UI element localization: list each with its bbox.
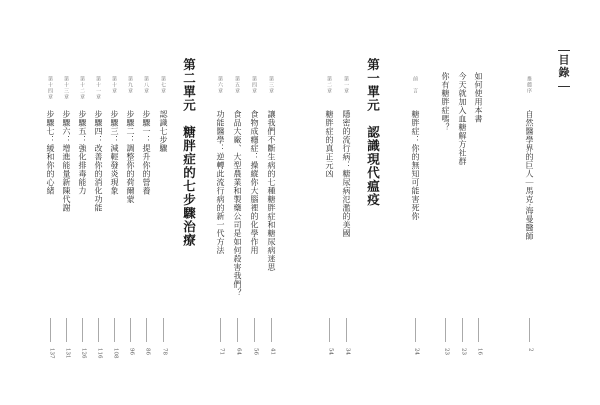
toc-title-rule-top — [558, 50, 570, 51]
chapter-leader — [98, 318, 99, 342]
front-leader — [529, 318, 530, 342]
chapter-leader — [163, 318, 164, 342]
chapter-label: 第一章 — [343, 76, 349, 94]
chapter-leader — [130, 318, 131, 342]
chapter-title: 糖胖症的真正元凶 — [325, 110, 334, 178]
front-label: 前 言 — [412, 76, 418, 94]
chapter-leader — [66, 318, 67, 342]
chapter-label: 第三章 — [268, 76, 274, 94]
chapter-label: 第十四章 — [47, 76, 53, 100]
chapter-label: 第九章 — [127, 76, 133, 94]
chapter-title: 步驟一：提升你的營養 — [142, 110, 151, 195]
chapter-title: 步驟六：增進能量新陳代謝 — [62, 110, 71, 212]
chapter-page: 64 — [235, 348, 242, 355]
chapter-page: 137 — [48, 348, 55, 359]
unit2-title: 第二單元 糖胖症的七步驟治療 — [181, 58, 197, 247]
chapter-label: 第十二章 — [79, 76, 85, 100]
chapter-label: 第五章 — [234, 76, 240, 94]
front-text: 今天就加入血糖解方社群 — [458, 72, 467, 166]
chapter-page: 116 — [96, 348, 103, 359]
front-page: 16 — [476, 348, 483, 355]
chapter-title: 認識七步驟 — [159, 110, 168, 153]
front-label: 推薦序 — [526, 76, 532, 94]
chapter-leader — [50, 318, 51, 342]
front-text: 你有糖胖症嗎？ — [441, 72, 450, 132]
chapter-page: 78 — [161, 348, 168, 355]
front-leader — [445, 318, 446, 342]
chapter-title: 食品大廠、大型農業和製藥公司是如何殺害我們？ — [233, 110, 242, 297]
chapter-leader — [346, 318, 347, 342]
chapter-title: 讓我們不斷生病的七種糖胖症和糖尿病迷思 — [267, 110, 276, 272]
chapter-title: 步驟二：調整你的荷爾蒙 — [126, 110, 135, 204]
chapter-title: 步驟四：改善你的消化功能 — [94, 110, 103, 212]
chapter-page: 96 — [128, 348, 135, 355]
front-text: 如何使用本書 — [474, 72, 483, 123]
front-page: 2 — [527, 348, 534, 352]
chapter-title: 功能醫學：逆轉此流行病的新一代方法 — [216, 110, 225, 255]
chapter-label: 第十三章 — [63, 76, 69, 100]
chapter-leader — [114, 318, 115, 342]
front-page: 24 — [413, 348, 420, 355]
chapter-page: 54 — [327, 348, 334, 355]
toc-title-rule-bottom — [558, 86, 570, 87]
chapter-page: 131 — [64, 348, 71, 359]
chapter-title: 隱密的流行病：糖尿病氾濫的美國 — [342, 110, 351, 238]
chapter-label: 第七章 — [160, 76, 166, 94]
chapter-label: 第六章 — [217, 76, 223, 94]
chapter-label: 第十章 — [111, 76, 117, 94]
front-text: 糖胖症：你的無知可能害死你 — [411, 110, 420, 221]
chapter-leader — [329, 318, 330, 342]
chapter-title: 步驟七：緩和你的心緒 — [46, 110, 55, 195]
chapter-title: 步驟三：減輕發炎現象 — [110, 110, 119, 195]
front-text: 自然醫學界的巨人｜馬克‧海曼醫師 — [525, 110, 534, 241]
chapter-label: 第八章 — [143, 76, 149, 94]
chapter-page: 34 — [344, 348, 351, 355]
chapter-page: 71 — [218, 348, 225, 355]
front-page: 23 — [460, 348, 467, 355]
front-leader — [478, 318, 479, 342]
chapter-page: 56 — [252, 348, 259, 355]
front-leader — [462, 318, 463, 342]
chapter-leader — [82, 318, 83, 342]
chapter-title: 食物成癮症：操縱你大腦裡的化學作用 — [250, 110, 259, 255]
chapter-label: 第四章 — [251, 76, 257, 94]
front-page: 23 — [443, 348, 450, 355]
chapter-leader — [220, 318, 221, 342]
chapter-page: 126 — [80, 348, 87, 359]
chapter-leader — [146, 318, 147, 342]
chapter-page: 86 — [144, 348, 151, 355]
chapter-page: 41 — [269, 348, 276, 355]
front-leader — [415, 318, 416, 342]
chapter-leader — [271, 318, 272, 342]
chapter-leader — [254, 318, 255, 342]
chapter-label: 第十一章 — [95, 76, 101, 100]
chapter-leader — [237, 318, 238, 342]
chapter-title: 步驟五：強化排毒能力 — [78, 110, 87, 195]
chapter-label: 第二章 — [326, 76, 332, 94]
toc-title: 目錄 — [557, 54, 570, 79]
unit1-title: 第一單元 認識現代瘟疫 — [365, 58, 381, 207]
chapter-page: 108 — [112, 348, 119, 359]
